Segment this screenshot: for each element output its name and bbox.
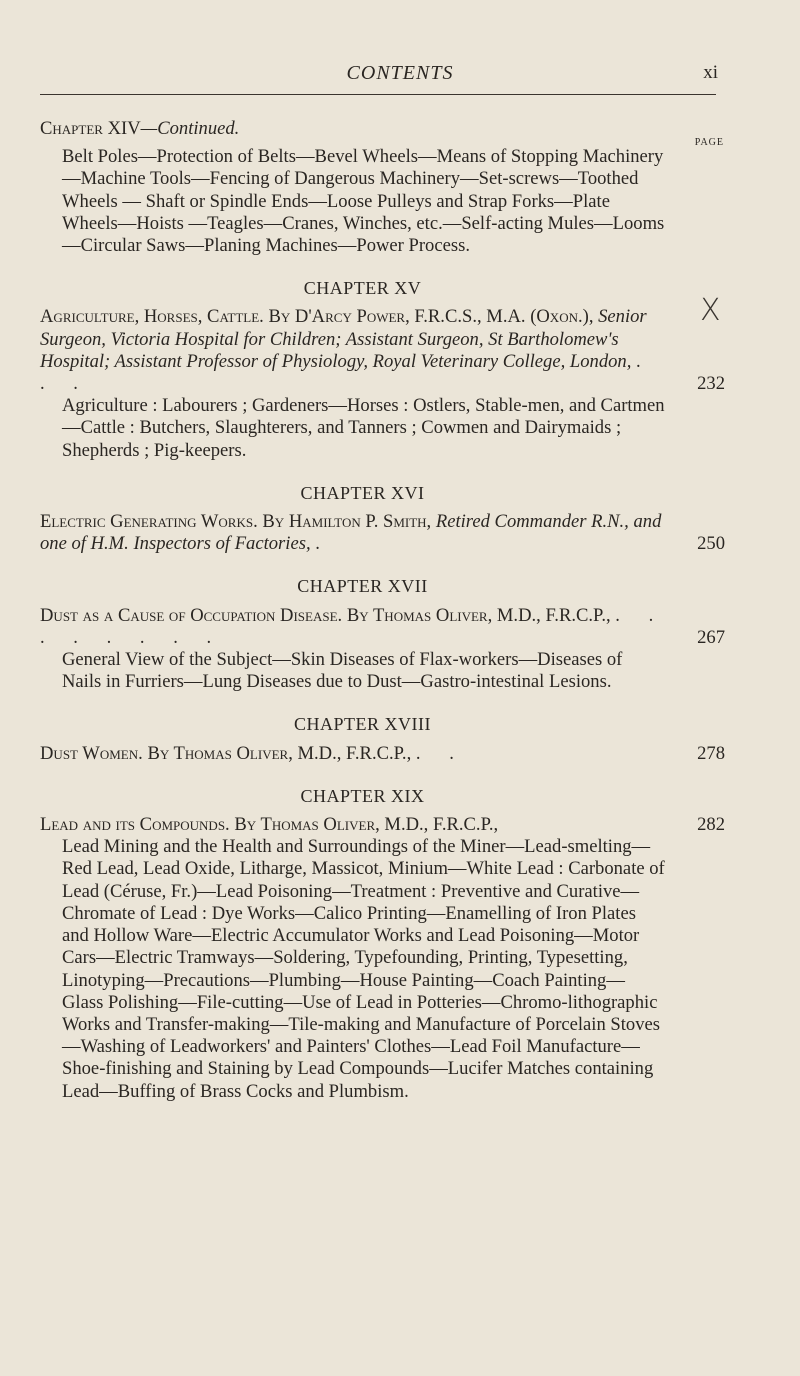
chapter-xix-heading: CHAPTER XIX [300, 785, 425, 806]
chapter-xv-credentials: Senior Surgeon, Victoria Hospital for Children; Assistant Surgeon, St Bartholomew's Hospital; Assistant Professor of Physiology, Royal Veterinary College, London, [40, 306, 647, 372]
chapter-xviii-author: By Thomas Oliver, M.D., F.R.C.P., [147, 742, 412, 764]
chapter-xix-title: Lead and its Compounds. [40, 814, 230, 836]
margin-mark: X [700, 293, 721, 328]
chapter-xvii-heading: CHAPTER XVII [297, 576, 428, 597]
chapter-xvii-synopsis: General View of the Subject—Skin Diseases of Flax-workers—Diseases of Nails in Furriers—Lung Diseases due to Dust—Gastro-intestinal Lesions. [62, 649, 623, 693]
chapter-xvi-credentials: Retired Commander R.N., and one of H.M. Inspectors of Factories, [40, 511, 662, 555]
chapter-xv-entry [40, 306, 725, 395]
chapter-xiv-continued: —Continued. [140, 118, 240, 139]
contents-body [40, 118, 725, 1103]
page-column-label: PAGE [694, 137, 724, 148]
chapter-xv-leaders: . . . [40, 350, 653, 395]
chapter-xix-entry [40, 814, 725, 836]
chapter-xvii-title: Dust as a Cause of Occupation Disease. [40, 604, 343, 626]
chapter-xvi-heading: CHAPTER XVI [300, 482, 425, 503]
chapter-xvii-page: 267 [697, 626, 725, 648]
chapter-xiv-heading [40, 118, 725, 140]
chapter-xiv-label: Chapter XIV [40, 118, 141, 139]
chapter-xviii-entry [40, 743, 725, 765]
chapter-xvi-author: By Hamilton P. Smith, [262, 511, 432, 533]
chapter-xix-page: 282 [697, 814, 725, 836]
chapter-xix-author: By Thomas Oliver, M.D., F.R.C.P., [234, 814, 499, 836]
chapter-xviii-title: Dust Women. [40, 742, 143, 764]
chapter-xvii-leaders: . . . . . . . . [40, 604, 666, 648]
chapter-xviii-leaders: . . [415, 742, 466, 764]
chapter-xix-synopsis: Lead Mining and the Health and Surroundings of the Miner—Lead-smelting—Red Lead, Lead Oxide, Litharge, Massicot, Minium—White Lead : Carbonate of Lead (Céruse, Fr.)—Lead Poisoning—Treatment : Preventive and Curative—Chromate of Lead : Dye Works—Calico Printing—Enamelling of Iron Plates and Hollow Ware—Electric Accumulator Works and Lead Poisoning—Motor Cars—Electric Tramways—Soldering, Typefounding, Printing, Typesetting, Linotyping—Precautions—Plumbing—House Painting—Coach Painting—Glass Polishing—File-cutting—Use of Lead in Potteries—Chromo-lithographic Works and Transfer-making—Tile-making and Manufacture of Porcelain Stoves—Washing of Leadworkers' and Painters' Clothes—Lead Foil Manufacture—Shoe-finishing and Staining by Lead Compounds—Lucifer Matches containing Lead—Buffing of Brass Cocks and Plumbism. [62, 836, 665, 1102]
chapter-xvi-entry [40, 511, 725, 555]
chapter-xviii-page: 278 [697, 742, 725, 764]
folio-page-number: xi [703, 62, 718, 83]
chapter-xiv-synopsis: Belt Poles—Protection of Belts—Bevel Wheels—Means of Stopping Machinery—Machine Tools—Fencing of Dangerous Machinery—Set-screws—Toothed Wheels — Shaft or Spindle Ends—Loose Pulleys and Strap Forks—Plate Wheels—Hoists —Teagles—Cranes, Winches, etc.—Self-acting Mules—Looms —Circular Saws—Planing Machines—Power Process. [62, 146, 665, 257]
chapter-xv-author: By D'Arcy Power, F.R.C.S., M.A. (Oxon.), [268, 306, 594, 328]
chapter-xvii-entry [40, 605, 725, 649]
chapter-xvii-author: By Thomas Oliver, M.D., F.R.C.P., [346, 604, 611, 626]
header-rule [40, 94, 716, 95]
chapter-xvi-page: 250 [697, 533, 725, 555]
chapter-xv-title: Agriculture, Horses, Cattle. [40, 306, 264, 328]
chapter-xv-page: 232 [697, 373, 725, 395]
running-head: CONTENTS [346, 62, 454, 84]
chapter-xvi-title: Electric Generating Works. [40, 511, 258, 533]
chapter-xv-synopsis: Agriculture : Labourers ; Gardeners—Horses : Ostlers, Stable-men, and Cartmen—Cattle : Butchers, Slaughterers, and Tanners ; Cowmen and Dairymaids ; Shepherds ; Pig-keepers. [62, 395, 665, 461]
chapter-xv-heading: CHAPTER XV [303, 278, 422, 299]
chapter-xvi-leaders: . [315, 533, 332, 555]
chapter-xviii-heading: CHAPTER XVIII [294, 714, 431, 735]
